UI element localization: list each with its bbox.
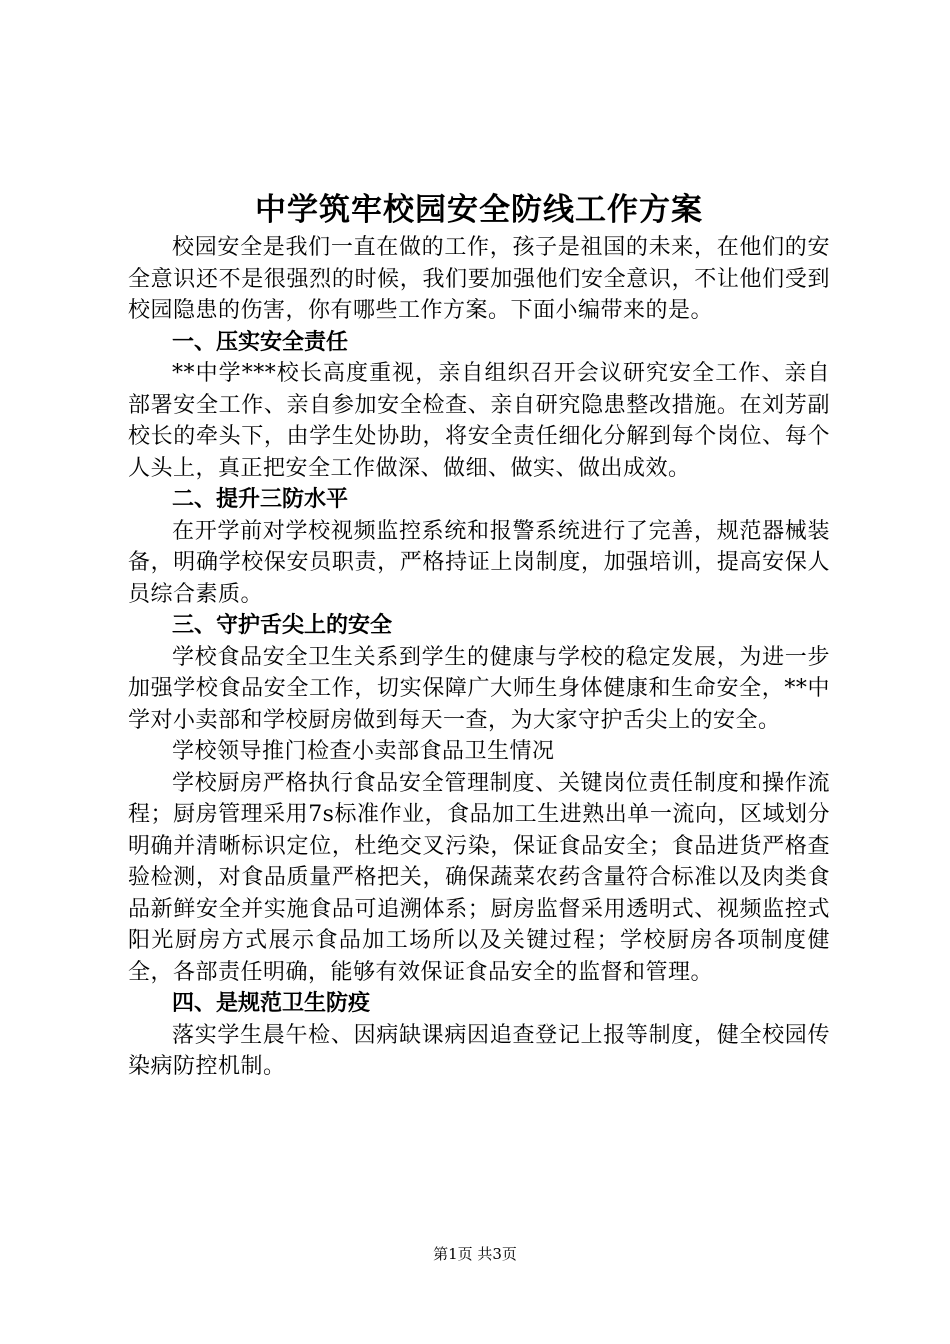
document-title: 中学筑牢校园安全防线工作方案	[255, 192, 703, 228]
page-number-footer: 第1页 共3页	[433, 1245, 517, 1263]
section-heading: 一、压实安全责任	[172, 329, 349, 355]
section-heading: 二、提升三防水平	[172, 487, 349, 512]
section-paragraph: 在开学前对学校视频监控系统和报警系统进行了完善，规范器械装备，明确学校保安员职责，严格持证上岗制度，加强培训，提高安保人员综合素质。	[128, 518, 830, 607]
section-1	[128, 327, 830, 485]
section-paragraph: 落实学生晨午检、因病缺课病因追查登记上报等制度，健全校园传染病防控机制。	[128, 1022, 830, 1079]
section-4	[128, 988, 830, 1083]
section-heading: 四、是规范卫生防疫	[172, 991, 371, 1016]
section-paragraph: **中学***校长高度重视，亲自组织召开会议研究安全工作、亲自部署安全工作、亲自参加安全检查、亲自研究隐患整改措施。在刘芳副校长的牵头下，由学生处协助，将安全责任细化分解到每个岗位、每个人头上，真正把安全工作做深、做细、做实、做出成效。	[128, 361, 830, 481]
section-heading: 三、守护舌尖上的安全	[172, 613, 393, 638]
section-3	[128, 610, 830, 988]
section-2	[128, 484, 830, 610]
document-body	[128, 190, 830, 1083]
intro-paragraph: 校园安全是我们一直在做的工作，孩子是祖国的未来，在他们的安全意识还不是很强烈的时候，我们要加强他们安全意识，不让他们受到校园隐患的伤害，你有哪些工作方案。下面小编带来的是。	[128, 235, 830, 323]
section-paragraph: 学校厨房严格执行食品安全管理制度、关键岗位责任制度和操作流程；厨房管理采用7s标准作业，食品加工生进熟出单一流向，区域划分明确并清晰标识定位，杜绝交叉污染，保证食品安全；食品进货严格查验检测，对食品质量严格把关，确保蔬菜农药含量符合标准以及肉类食品新鲜安全并实施食品可追溯体系；厨房监督采用透明式、视频监控式阳光厨房方式展示食品加工场所以及关键过程；学校厨房各项制度健全，各部责任明确，能够有效保证食品安全的监督和管理。	[128, 770, 830, 985]
section-paragraph: 学校食品安全卫生关系到学生的健康与学校的稳定发展，为进一步加强学校食品安全工作，切实保障广大师生身体健康和生命安全，**中学对小卖部和学校厨房做到每天一查，为大家守护舌尖上的安全。	[128, 644, 830, 733]
section-paragraph: 学校领导推门检查小卖部食品卫生情况	[172, 739, 555, 764]
